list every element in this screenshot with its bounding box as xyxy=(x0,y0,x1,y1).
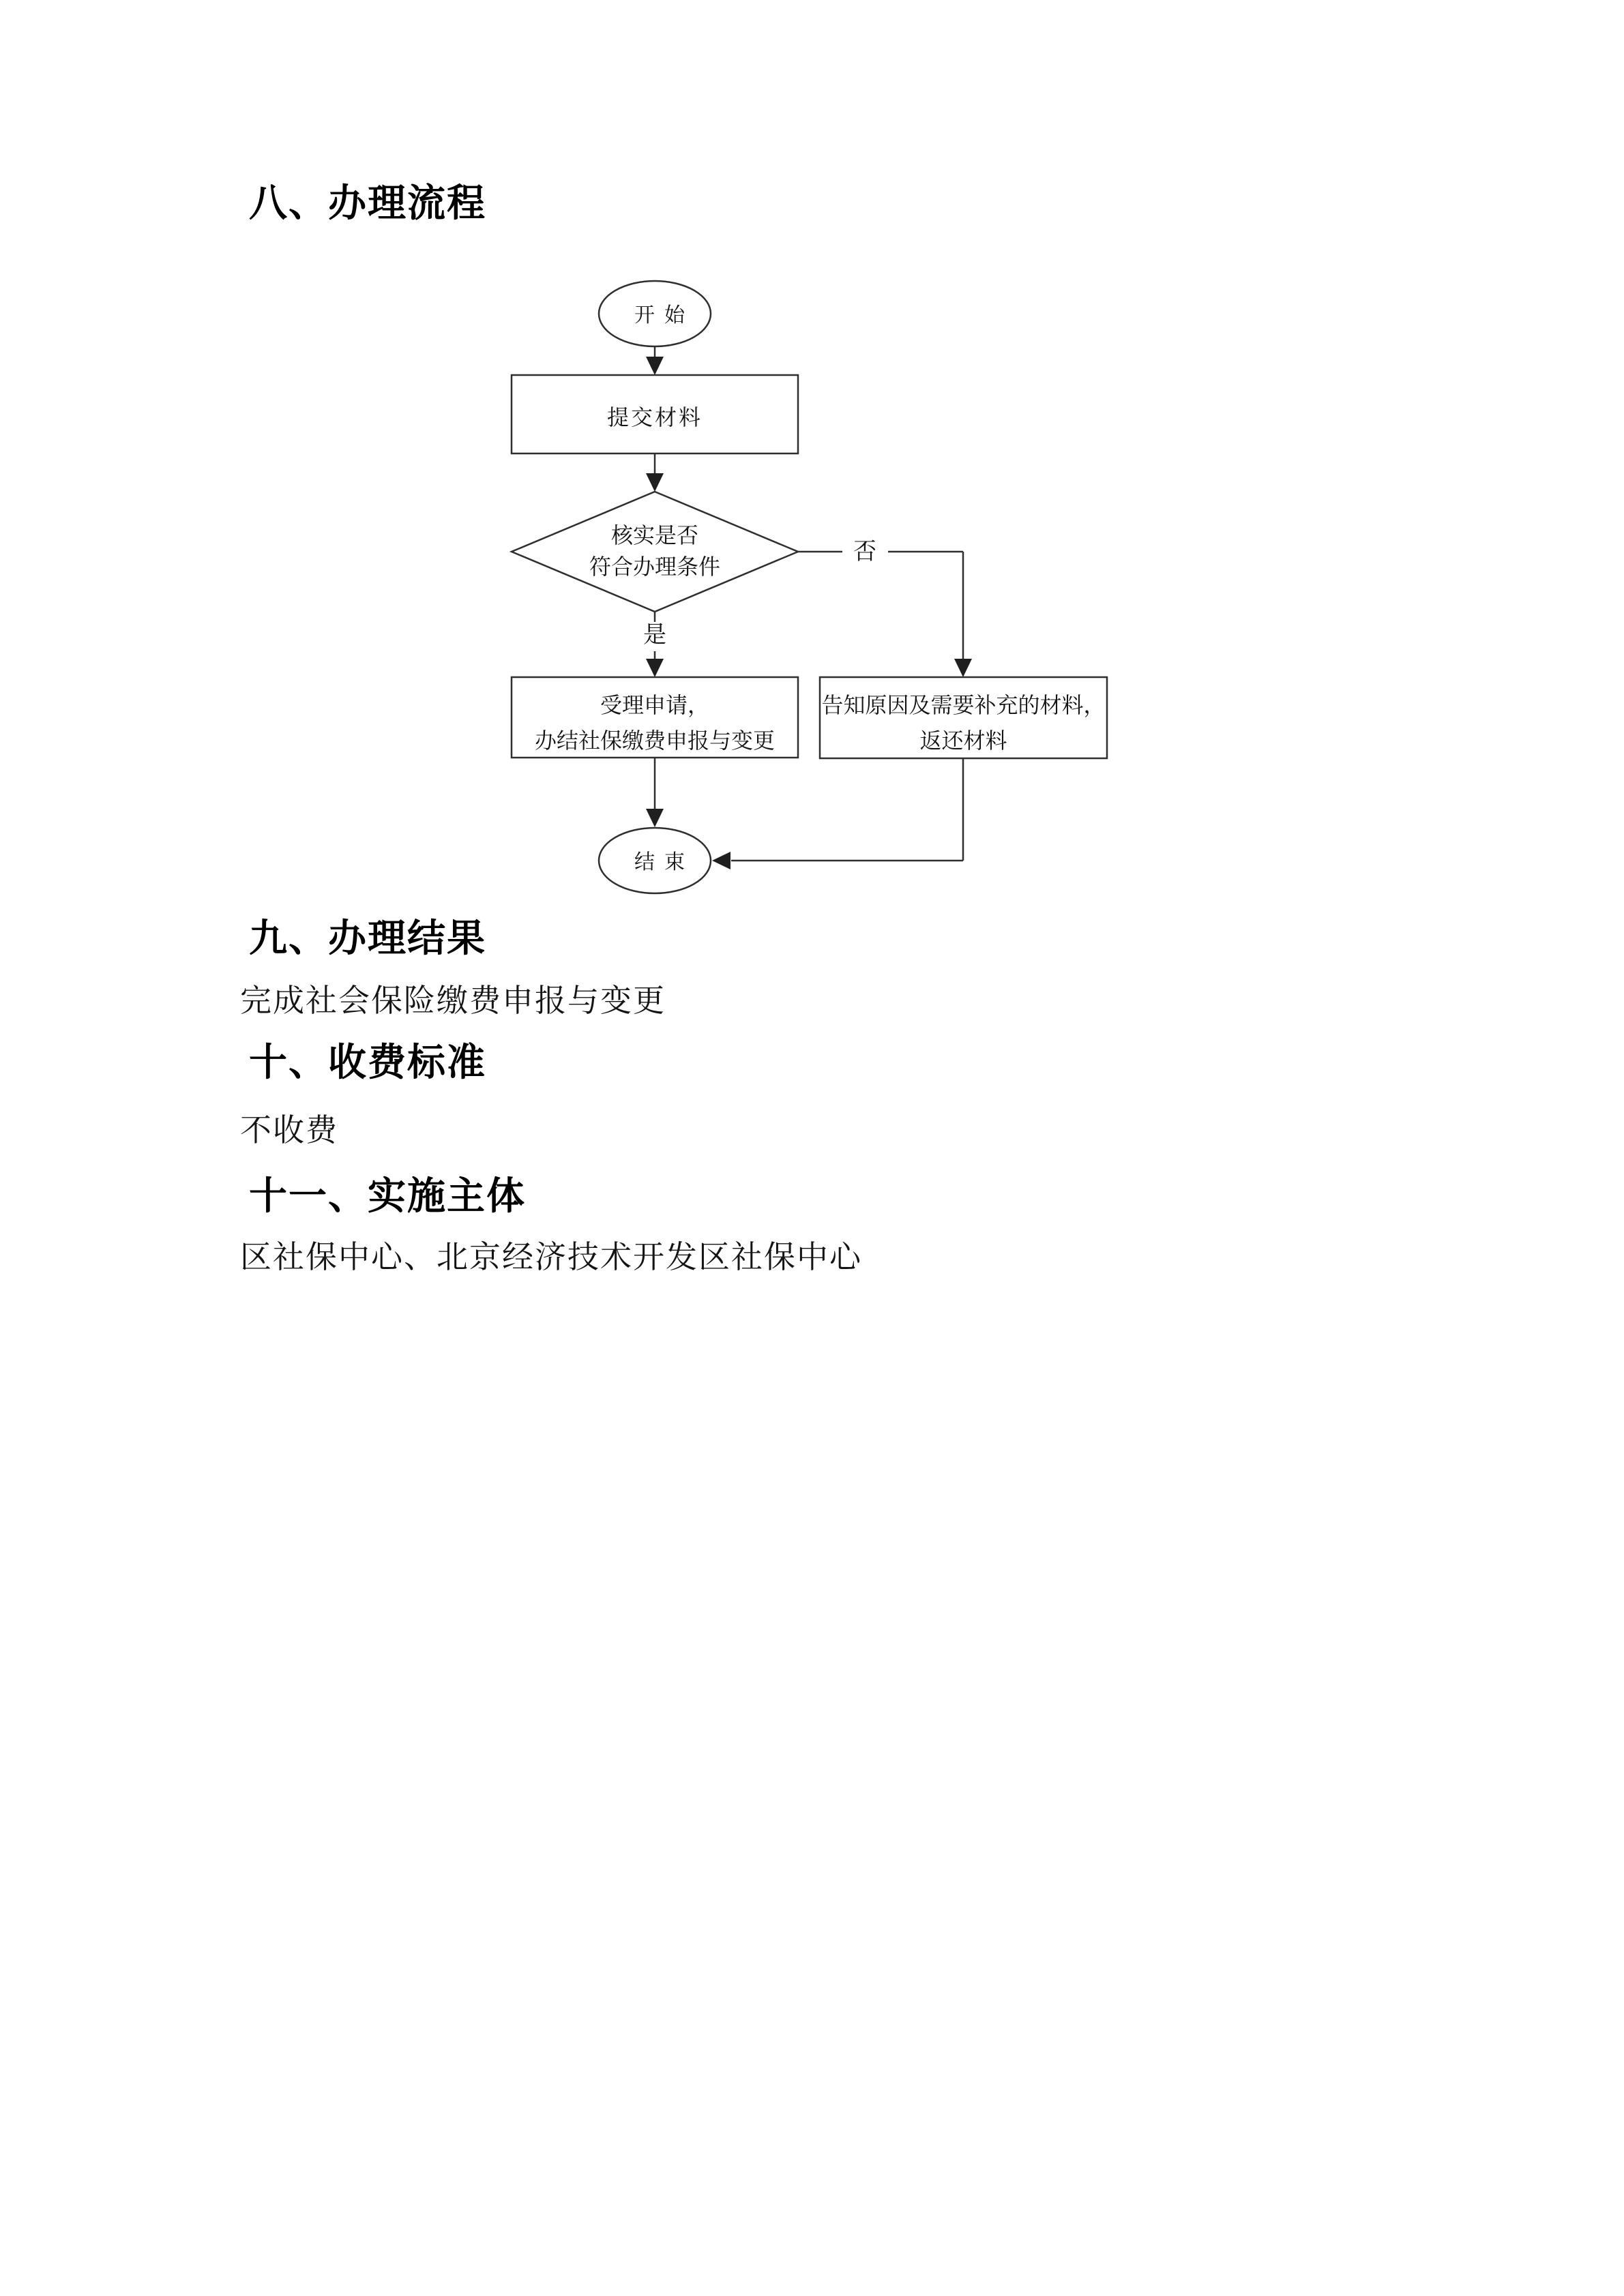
accept-box-label-line2: 办结社保缴费申报与变更 xyxy=(534,728,775,753)
submit-box-label: 提交材料 xyxy=(606,405,703,430)
start-node-label: 开始 xyxy=(634,304,694,327)
arrowhead-into-reject xyxy=(954,659,972,677)
flowchart-canvas xyxy=(477,266,1160,914)
decision-label-line2: 符合办理条件 xyxy=(589,554,720,579)
end-node-label: 结束 xyxy=(634,851,694,874)
section-heading-implementer: 十一、实施主体 xyxy=(249,1174,526,1217)
section-heading-process-flow: 八、办理流程 xyxy=(249,181,486,224)
section-heading-result: 九、办理结果 xyxy=(249,916,486,959)
yes-branch-label: 是 xyxy=(643,623,666,648)
decision-label-line1: 核实是否 xyxy=(610,523,698,548)
section-body-implementer: 区社保中心、北京经济技术开发区社保中心 xyxy=(240,1240,862,1274)
arrowhead-into-accept xyxy=(646,659,664,677)
reject-box-label-line1: 告知原因及需要补充的材料， xyxy=(821,693,1106,717)
arrowhead-into-decision xyxy=(646,473,664,492)
section-body-fee-standard: 不收费 xyxy=(240,1113,338,1148)
reject-box-label-line2: 返还材料 xyxy=(919,728,1007,753)
no-branch-label: 否 xyxy=(853,539,876,565)
arrowhead-into-submit xyxy=(646,357,664,375)
section-body-result: 完成社会保险缴费申报与变更 xyxy=(240,983,666,1018)
accept-box-label-line1: 受理申请， xyxy=(600,693,709,717)
section-heading-fee-standard: 十、收费标准 xyxy=(249,1041,486,1084)
arrowhead-into-end-top xyxy=(646,809,664,827)
